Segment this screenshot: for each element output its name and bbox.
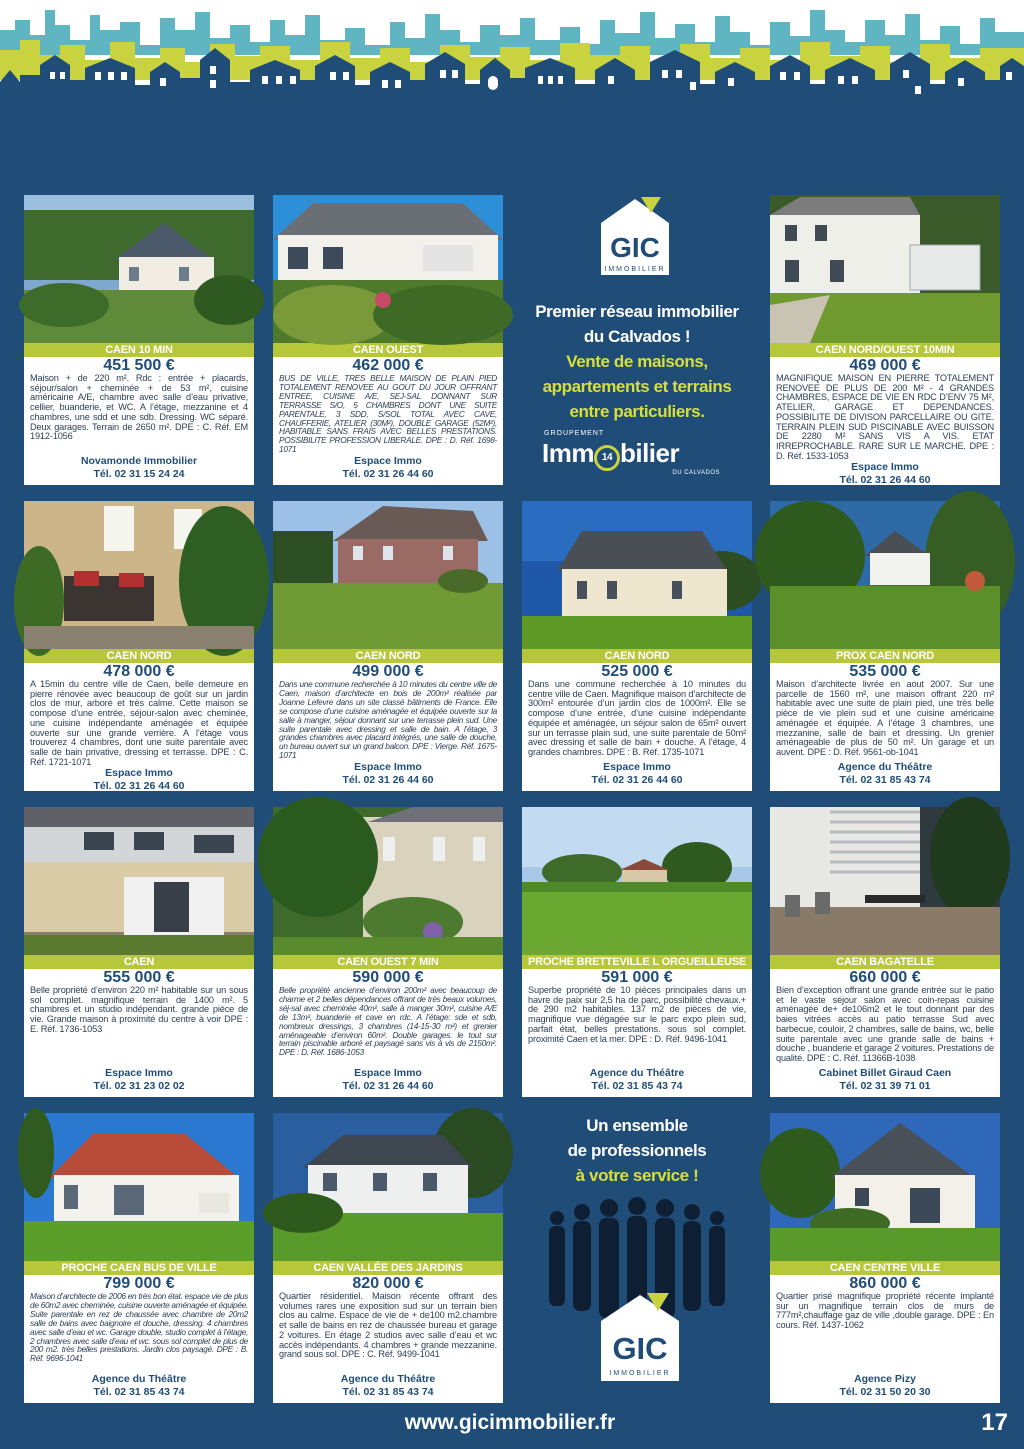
property-photo (770, 501, 1000, 649)
listing-agency: Agence du Théâtre (91, 1373, 187, 1385)
listing-description: A 15min du centre ville de Caen, belle demeure en pierre rénovée avec beaucoup de goût sur un jardin clos de mur, arboré et très calme. Cette maison se compose d’une entrée, séjour-salon avec cheminée, une cuisine indépendante aménagée et équipée ouverte sur une grande verrière. A l’étage vous trouverez 4 chambres, dont une suite parentale avec salle de bain privative, dressing et terrasse. DPE : C. Réf. 1721-1071 (30, 679, 248, 767)
listing-agency: Espace Immo (105, 1067, 173, 1079)
property-photo (522, 501, 752, 649)
promo-line-1: Premier réseau immobilier (535, 302, 739, 321)
promo-line-2: du Calvados ! (583, 327, 691, 346)
svg-text:GIC: GIC (610, 232, 660, 263)
listing-price: 591 000 € (601, 969, 673, 986)
listing-description: Quartier résidentiel. Maison récente offrant des volumes rares une exposition sud sur un terrain bien clos au calme. Espace de vie de + de100 m2.chambre et salle de bains en rez de chaussée bureau et garage 2 voitures. En étage 2 studios avec salle d’eau et wc accès indépendants. 4 chambres + grande mezzanine. grand sous sol. DPE : C. Réf. 9499-1041 (279, 1291, 497, 1360)
listing-phone[interactable]: Tél. 02 31 50 20 30 (839, 1386, 931, 1398)
svg-text:IMMOBILIER: IMMOBILIER (604, 266, 666, 273)
listing-location: CAEN NORD (24, 649, 254, 663)
listing-card[interactable] (24, 1113, 254, 1403)
listing-location: CAEN OUEST (273, 343, 503, 357)
listing-price: 525 000 € (601, 663, 673, 680)
listing-description: Maison + de 220 m². Rdc : entrée + placards, séjour/salon + cheminée + de 53 m², cuisine américaine A/E, chambre avec salle d’eau privative, cellier, buanderie, et WC. A l’étage, mezzanine et 4 chambres, une sdd et une sdb. Dressing. WC séparé. Deux garages. Terrain de 2650 m². DPE : C. Réf. EM 1912-1056 (30, 373, 248, 442)
listing-location: CAEN NORD (522, 649, 752, 663)
property-photo (24, 195, 254, 343)
listing-price: 469 000 € (849, 357, 921, 374)
listing-description: Bien d’exception offrant une grande entrée sur le patio et le vaste séjour salon avec coin-repas cuisine aménagée de+ de106m2 et le tout donnant par des baies vitrées accès au patio terrasse Sud avec barbecue, couloir, 2 chambres, salle de bains, wc, belle suite parentale avec une grande salle de bains + douche , buanderie et garage 2 voitures. Prestations de qualité. DPE : C. Réf. 11366B-1038 (776, 985, 995, 1063)
listing-phone[interactable]: Tél. 02 31 26 44 60 (93, 780, 185, 793)
listing-agency: Espace Immo (603, 761, 671, 773)
property-photo (24, 1113, 254, 1261)
listing-price: 660 000 € (849, 969, 921, 986)
listing-phone[interactable]: Tél. 02 31 85 43 74 (93, 1386, 185, 1398)
listing-phone[interactable]: Tél. 02 31 26 44 60 (591, 774, 683, 786)
listing-description: Dans une commune recherchée à 10 minutes du centre ville de Caen, maison d’architecte en bois de 200m² réalisée par Joanne Lefevre dans un site classé bâtiments de France. Elle se compose d’une cuisine aménagée et équipée ouverte sur la salle à manger, séjour donnant sur une terrasse plein sud. Une suite parentale avec dressing et salle de bain. A l’étage, 3 grandes chambres avec placard intégrés, une salle de douche, un bureau ouvert sur un grand balcon. DPE : Vierge. Réf. 1675-1071 (279, 679, 497, 761)
property-photo (273, 195, 503, 343)
listing-location: PROCHE CAEN BUS DE VILLE (24, 1261, 254, 1275)
listing-card[interactable] (24, 501, 254, 791)
listing-location: CAEN OUEST 7 MIN (273, 955, 503, 969)
listing-card[interactable] (770, 501, 1000, 791)
listing-agency: Espace Immo (354, 761, 422, 773)
listing-price: 590 000 € (352, 969, 424, 986)
listing-location: CAEN CENTRE VILLE (770, 1261, 1000, 1275)
listing-agency: Espace Immo (354, 1067, 422, 1079)
listing-location: CAEN NORD/OUEST 10MIN (770, 343, 1000, 357)
listing-phone[interactable]: Tél. 02 31 85 43 74 (342, 1386, 434, 1398)
page-number: 17 (981, 1409, 1008, 1436)
listing-description: Belle propriété ancienne d’environ 200m² avec beaucoup de charme et 2 belles dépendances offrant de très beaux volumes, séj-sal avec cheminée 40m², salle à manger 30m², cuisine A/E de 13m², buanderie et cave en rdc. A l’étage: sde et sdb, nombreux dressings, 3 chambres (14-15-30 m²) et grenier aménageable d’environ 60m². Double garages. le tout sur terrain piscinable arboré et paysagé sans vis à vis de 2150m². DPE : D. Réf. 1686-1053 (279, 985, 497, 1058)
listing-phone[interactable]: Tél. 02 31 85 43 74 (839, 774, 931, 786)
circle-14-icon: 14 (594, 445, 620, 471)
gic-logo (595, 1291, 685, 1394)
listing-card[interactable] (273, 807, 503, 1097)
property-photo (273, 807, 503, 955)
listing-description: Quartier prisé magnifique propriété récente implanté sur un magnifique terrain clos de murs de 777m²,chauffage gaz de ville ,double garage. DPE : En cours. Réf. 1437-1062 (776, 1291, 994, 1331)
property-photo (24, 501, 254, 649)
listing-agency: Agence du Théâtre (589, 1067, 685, 1079)
listing-card[interactable] (770, 807, 1000, 1097)
property-photo (273, 501, 503, 649)
listing-location: CAEN NORD (273, 649, 503, 663)
listing-location: CAEN 10 MIN (24, 343, 254, 357)
promo-line-2: de professionnels (567, 1141, 707, 1160)
listing-location: CAEN VALLÉE DES JARDINS (273, 1261, 503, 1275)
listing-description: MAGNIFIQUE MAISON EN PIERRE TOTALEMENT RENOVEE DE PLUS DE 200 M² - 4 GRANDES CHAMBRES, ESPACE DE VIE EN RDC D’ENV 75 M², ATELIER, GARAGE ET DEPENDANCES. POSSIBILITE DE DIVISON PARCELLAIRE OU GITE. TERRAIN PLEIN SUD PISCINABLE AVEC BUISSON DE 2280 M² SANS VIS A VIS. ETAT IRREPROCHABLE. RARE SUR LE MARCHE. DPE : D. Réf. 1533-1053 (776, 373, 994, 461)
listing-description: Dans une commune recherchée à 10 minutes du centre ville de Caen. Magnifique maison d’architecte de 300m² entourée d’un jardin clos de 1000m². Elle se compose d’une entrée, d’une cuisine indépendante équipée et aménagée, un séjour salon de 65m² ouvert sur un terrasse plain sud, une suite parentale de 50m² avec dressing et salle de bain + douche. A l’étage, 4 grandes chambres. DPE : B. Réf. 1735-1071 (528, 679, 746, 757)
listing-phone[interactable]: Tél. 02 31 26 44 60 (342, 774, 434, 786)
listing-phone[interactable]: Tél. 02 31 26 44 60 (839, 474, 931, 487)
listing-card[interactable] (522, 807, 752, 1097)
listing-agency: Espace Immo (105, 767, 173, 780)
listing-price: 555 000 € (103, 969, 175, 986)
listing-card[interactable] (24, 195, 254, 485)
listing-agency: Espace Immo (354, 455, 422, 467)
property-photo (770, 807, 1000, 955)
listing-card[interactable] (770, 1113, 1000, 1403)
footer-website-link[interactable]: www.gicimmobilier.fr (404, 1411, 616, 1434)
listing-agency: Agence du Théâtre (837, 761, 933, 773)
promo-line-1: Un ensemble (586, 1116, 688, 1135)
listing-phone[interactable]: Tél. 02 31 23 02 02 (93, 1080, 185, 1092)
listing-phone[interactable]: Tél. 02 31 85 43 74 (591, 1080, 683, 1092)
promo-line-3: Vente de maisons, (566, 352, 708, 371)
listing-card[interactable] (273, 195, 503, 485)
listing-agency: Agence du Théâtre (340, 1373, 436, 1385)
listing-phone[interactable]: Tél. 02 31 26 44 60 (342, 468, 434, 480)
skyline-header (0, 0, 1024, 110)
listing-card[interactable] (770, 195, 1000, 485)
listing-agency: Agence Pizy (854, 1373, 916, 1385)
listing-description: Superbe propriété de 10 pièces principales dans un havre de paix sur 2,5 ha de parc, possibilité chevaux.+ de 290 m2 habitables. 137 m2 de pièces de vie, magnifique vue dégagée sur le parc expo plein sud, parfait état, belles prestations. sous sol complet. proximité Caen et la mer. DPE : D. Réf. 9496-1041 (528, 985, 746, 1044)
listing-description: Maison d’architecte livrée en aout 2007. Sur une parcelle de 1560 m², une maison offrant 220 m² habitable avec une suite de plain pied, une très belle pièce de vie plein sud et une cuisine américaine aménagée et équipée. A l’étage 3 chambres, une mezzanine, salle de bain et dressing. Un grenier aménageable de plus de 50 m². Un garage et un auvent. DPE : D. Réf. 9561-ob-1041 (776, 679, 994, 757)
listing-price: 860 000 € (849, 1275, 921, 1292)
listing-price: 451 500 € (103, 357, 175, 374)
listing-price: 478 000 € (103, 663, 175, 680)
listing-agency: Novamonde Immobilier (80, 455, 198, 467)
promo-network (522, 195, 752, 485)
listing-description: Maison d’architecte de 2006 en très bon état. espace vie de plus de 60m2 avec cheminée, cuisine ouverte aménagée et équipée. Suite parentale en rez de chaussée avec chambre de 20m2 salle de bains avec baignoire et douche, dressing. 4 chambres avec salle d’eau et wc. Garage double, studio complet à l’étage, 2 chambres avec salle d’eau et wc. sous sol complet de plus de 200 m2. très belles prestations. Jardin clos paysagé. DPE : B. Réf. 9696-1041 (30, 1291, 248, 1364)
listing-price: 499 000 € (352, 663, 424, 680)
svg-text:IMMOBILIER: IMMOBILIER (609, 1370, 671, 1377)
promo-line-5: entre particuliers. (569, 402, 705, 421)
property-photo (24, 807, 254, 955)
gic-logo (595, 195, 675, 288)
promo-line-3: à votre service ! (575, 1166, 699, 1185)
listing-card[interactable] (273, 501, 503, 791)
listing-price: 820 000 € (352, 1275, 424, 1292)
listing-card[interactable] (522, 501, 752, 791)
svg-text:GIC: GIC (612, 1331, 668, 1366)
promo-professionals (522, 1113, 752, 1403)
listing-price: 462 000 € (352, 357, 424, 374)
listing-agency: Cabinet Billet Giraud Caen (818, 1067, 952, 1079)
promo-line-4: appartements et terrains (542, 377, 732, 396)
listing-agency: Espace Immo (851, 461, 919, 474)
listing-location: CAEN (24, 955, 254, 969)
listing-location: CAEN BAGATELLE (770, 955, 1000, 969)
listing-price: 535 000 € (849, 663, 921, 680)
listing-location: PROCHE BRETTEVILLE L ORGUEILLEUSE (522, 955, 752, 969)
listing-phone[interactable]: Tél. 02 31 26 44 60 (342, 1080, 434, 1092)
property-photo (273, 1113, 503, 1261)
listing-card[interactable] (24, 807, 254, 1097)
listing-location: PROX CAEN NORD (770, 649, 1000, 663)
listing-description: Belle propriété d’environ 220 m² habitable sur un sous sol complet. magnifique terrain de 1400 m². 5 chambres et un studio indépendant. grande pièce de vie. Grande maison à proximité du centre à voir DPE : E. Réf. 1736-1053 (30, 985, 248, 1034)
listing-phone[interactable]: Tél. 02 31 15 24 24 (93, 468, 185, 480)
listing-phone[interactable]: Tél. 02 31 39 71 01 (839, 1080, 931, 1092)
immobilier14-logo: GROUPEMENT Imm 14 bilier DU CALVADOS (542, 430, 720, 476)
listing-card[interactable] (273, 1113, 503, 1403)
property-photo (770, 195, 1000, 343)
property-photo (770, 1113, 1000, 1261)
property-photo (522, 807, 752, 955)
listing-price: 799 000 € (103, 1275, 175, 1292)
listing-description: BUS DE VILLE, TRES BELLE MAISON DE PLAIN PIED TOTALEMENT RENOVEE AU GOUT DU JOUR OFFRANT ENTREE, CUISINE A/E, SEJ-SAL DONNANT SUR TERRASSE S/O, 5 CHAMBRES DONT UNE SUITE PARENTALE, 3 SDD, S/SOL TOTAL AVEC CAVE, CHAUFFERIE, ATELIER (30M²), DOUBLE GARAGE (52M²), HABITABLE SANS FRAIS AVEC BELLES PRESTATIONS. POSSIBILITE PROFESSION LIBERALE. DPE : D. Réf. 1698-1071 (279, 373, 497, 455)
